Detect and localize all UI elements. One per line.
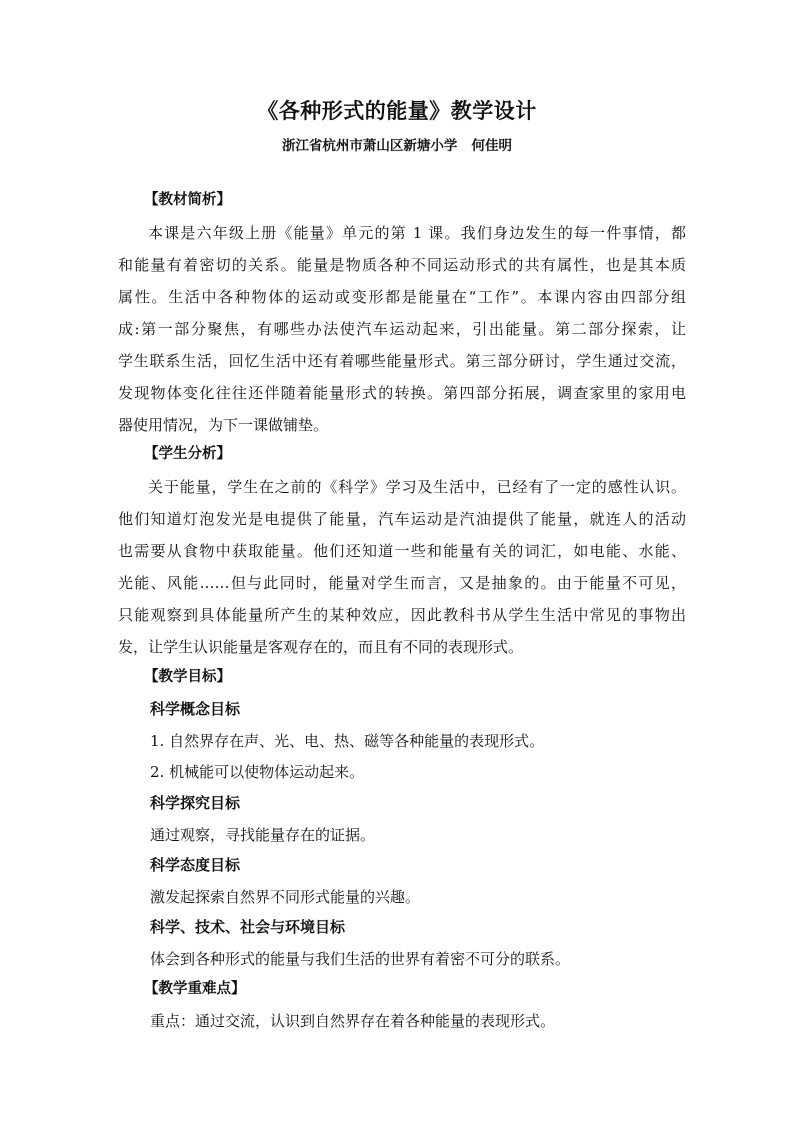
paragraph-line: 也需要从食物中获取能量。他们还知道一些和能量有关的词汇，如电能、水能、: [118, 542, 686, 560]
subheading-attitude: 科学态度目标: [150, 856, 241, 874]
paragraph-line: 关于能量，学生在之前的《科学》学习及生活中，已经有了一定的感性认识。: [148, 478, 686, 496]
paragraph-line: 发，让学生认识能量是客观存在的，而且有不同的表现形式。: [118, 638, 524, 656]
paragraph-line: 属性。生活中各种物体的运动或变形都是能量在“工作”。本课内容由四部分组: [118, 288, 686, 306]
paragraph-line: 只能观察到具体能量所产生的某种效应，因此教科书从学生生活中常见的事物出: [118, 606, 686, 624]
key-point-text: 重点：通过交流，认识到自然界存在着各种能量的表现形式。: [150, 1012, 556, 1030]
paragraph-line: 器使用情况，为下一课做铺垫。: [118, 416, 329, 434]
goal-text: 体会到各种形式的能量与我们生活的世界有着密不可分的联系。: [150, 950, 571, 968]
subheading-inquiry: 科学探究目标: [150, 794, 241, 812]
section-heading-students: 【学生分析】: [144, 446, 231, 462]
goal-item: 1. 自然界存在声、光、电、热、磁等各种能量的表现形式。: [150, 732, 545, 750]
paragraph-line: 和能量有着密切的关系。能量是物质各种不同运动形式的共有属性，也是其本质: [118, 256, 686, 274]
paragraph-line: 发现物体变化往往还伴随着能量形式的转换。第四部分拓展，调查家里的家用电: [118, 384, 686, 402]
paragraph-line: 成:第一部分聚焦，有哪些办法使汽车运动起来，引出能量。第二部分探索，让: [118, 320, 686, 338]
paragraph-line: 学生联系生活，回忆生活中还有着哪些能量形式。第三部分研讨，学生通过交流，: [118, 352, 686, 370]
paragraph-line: 光能、风能……但与此同时，能量对学生而言，又是抽象的。由于能量不可见，: [118, 574, 686, 592]
section-heading-textbook: 【教材简析】: [144, 192, 231, 208]
section-heading-key-points: 【教学重难点】: [144, 981, 246, 997]
document-author: 浙江省杭州市萧山区新塘小学 何佳明: [281, 138, 513, 154]
goal-text: 通过观察，寻找能量存在的证据。: [150, 826, 376, 844]
goal-text: 激发起探索自然界不同形式能量的兴趣。: [150, 888, 421, 906]
section-heading-goals: 【教学目标】: [144, 669, 231, 685]
document-title: 《各种形式的能量》教学设计: [257, 99, 537, 123]
paragraph-line: 本课是六年级上册《能量》单元的第 1 课。我们身边发生的每一件事情，都: [148, 224, 686, 242]
paragraph-line: 他们知道灯泡发光是电提供了能量，汽车运动是汽油提供了能量，就连人的活动: [118, 510, 686, 528]
subheading-stse: 科学、技术、社会与环境目标: [150, 918, 346, 936]
goal-item: 2. 机械能可以使物体运动起来。: [150, 763, 365, 781]
subheading-concept: 科学概念目标: [150, 700, 241, 718]
